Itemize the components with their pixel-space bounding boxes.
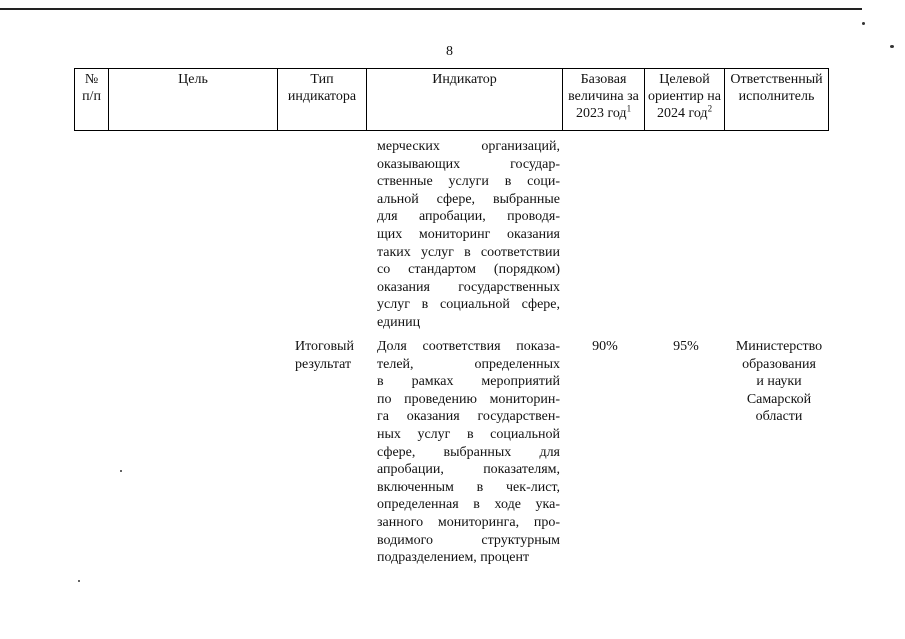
text-line: образования	[742, 356, 816, 372]
header-line: 2024 год	[656, 106, 708, 121]
text-line: со стандартом (порядком)	[377, 262, 560, 278]
header-line: индикатора	[287, 89, 357, 104]
header-line: величина за	[568, 89, 639, 104]
text-line: оказания государственных	[377, 279, 560, 295]
header-line: Цель	[178, 72, 208, 87]
header-cell-goal	[109, 69, 278, 131]
text-line: ных услуг в социальной	[377, 426, 560, 442]
table-header	[74, 68, 829, 131]
header-cell-indicator	[367, 69, 563, 131]
text-line: определенная в ходе ука-	[377, 497, 560, 513]
scan-edge-line	[0, 8, 862, 10]
text-line: га оказания государствен-	[377, 409, 560, 425]
header-line: исполнитель	[738, 89, 815, 104]
target-value-2024: 95%	[673, 339, 699, 354]
text-line: оказывающих государ-	[377, 156, 560, 172]
header-cell-responsible	[725, 69, 829, 131]
header-row	[75, 69, 829, 131]
footnote-mark: 2	[707, 103, 713, 114]
text-line: ственные услуги в соци-	[377, 174, 560, 190]
header-line: Тип	[310, 72, 334, 87]
text-line: Самарской	[746, 391, 812, 407]
text-line: сфере, выбранных для	[377, 444, 560, 460]
text-line: мерческих организаций,	[377, 139, 560, 154]
header-line: Базовая	[580, 72, 627, 87]
text-line: Министерство	[735, 339, 823, 354]
header-cell-indicator-type	[278, 69, 367, 131]
text-line: апробации, показателям,	[377, 462, 560, 478]
text-line: Итоговый	[295, 339, 354, 354]
text-line: по проведению мониторин-	[377, 391, 560, 407]
indicator-text	[377, 338, 560, 567]
text-line: телей, определенных	[377, 356, 560, 372]
text-line: в рамках мероприятий	[377, 374, 560, 390]
text-line: услуг в социальной сфере,	[377, 297, 560, 313]
header-cell-number	[75, 69, 109, 131]
indicator-text-continued	[377, 138, 560, 332]
base-value-2023: 90%	[592, 339, 618, 354]
scan-speck	[120, 470, 122, 472]
text-line: и науки	[756, 374, 802, 390]
footnote-mark: 1	[626, 103, 632, 114]
text-line: результат	[295, 356, 352, 372]
text-line: включенным в чек-лист,	[377, 479, 560, 495]
header-line: Ответственный	[730, 72, 823, 87]
header-line: п/п	[82, 89, 101, 104]
page-number: 8	[446, 44, 453, 59]
header-line: №	[84, 72, 99, 87]
header-cell-base-value	[563, 69, 645, 131]
text-line: щих мониторинг оказания	[377, 226, 560, 242]
scan-speck	[862, 22, 865, 25]
text-line: для апробации, проводя-	[377, 209, 560, 225]
text-line: альной сфере, выбранные	[377, 191, 560, 207]
header-line: Индикатор	[432, 72, 497, 87]
header-line: 2023 год	[575, 106, 627, 121]
header-line: ориентир на	[647, 89, 721, 104]
text-line: Доля соответствия показа-	[377, 339, 560, 354]
header-line: Целевой	[659, 72, 710, 87]
text-line: единиц	[377, 314, 421, 330]
indicator-type	[295, 338, 354, 373]
text-line: водимого структурным	[377, 532, 560, 548]
header-cell-target-value	[645, 69, 725, 131]
text-line: подразделением, процент	[377, 550, 530, 566]
responsible-executor	[727, 338, 831, 426]
scan-speck	[78, 580, 80, 582]
text-line: занного мониторинга, про-	[377, 514, 560, 530]
text-line: таких услуг в соответствии	[377, 244, 560, 260]
text-line: области	[755, 409, 803, 425]
scan-speck	[890, 45, 894, 48]
